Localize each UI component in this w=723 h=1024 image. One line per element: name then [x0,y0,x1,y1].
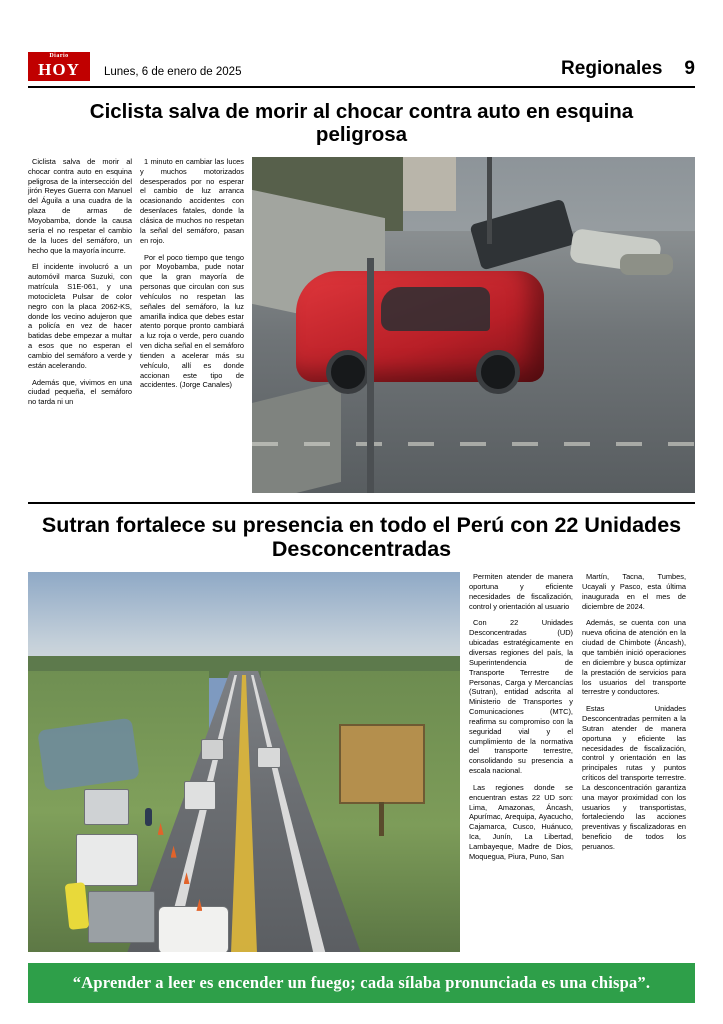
logo-top-text: Diario [28,52,90,60]
article-2-column-2 [582,572,686,859]
photo-inspector [145,808,152,826]
article-1-column-2 [140,157,244,397]
paragraph: Las regiones donde se encuentran estas 22 UD son: Lima, Amazonas, Áncash, Apurímac, Arequipa, Ayacucho, Cajamarca, Cusco, Huánuco, Ica, Junín, La Libertad, Lambayeque, Madre de Dios, Moquegua, Piura, Puno, San [469,782,573,861]
paragraph: Permiten atender de manera oportuna y eficiente necesidades de fiscalización, control y orientación al usuario [469,572,573,611]
photo-vehicle [84,789,129,825]
paragraph: 1 minuto en cambiar las luces y muchos motorizados desesperados por no esperar el cambio de luz arranca ocasionando accidentes con desenlaces fatales, donde la clásica de muchos no respetan la señal del semáforo, pasan en rojo. [140,156,244,245]
masthead [28,52,695,88]
photo-car-window [381,287,490,331]
photo-car-wheel [326,350,370,394]
issue-date: Lunes, 6 de enero de 2025 [104,66,242,78]
photo-vehicle [257,747,281,768]
article-2-body [28,572,695,952]
photo-car-wheel [476,350,520,394]
article-2-column-1 [469,572,573,869]
photo-person-secondary [620,254,673,274]
photo-red-car [296,271,544,382]
paragraph: El incidente involucró a un automóvil marca Suzuki, con matrícula S1E-061, y una motocicleta Pulsar de color negro con la placa 2062-KS, donde los vecino adujeron que a policía en vez de hacer batidas debe empezar a multar a esos que no esperan el cambio del semáforo a verde y están acelerando. [28,262,132,370]
section-title: Regionales [561,58,663,79]
cctv-accident-photo [252,157,695,493]
paragraph: Martín, Tacna, Tumbes, Ucayali y Pasco, esta última inaugurada en el mes de diciembre de 2024. [582,572,686,611]
paragraph: Con 22 Unidades Desconcentradas (UD) ubicadas estratégicamente en diversas regiones del país, la Superintendencia de Transporte Terrestre de Personas, Carga y Mercancías (Sutran), entidad adscrita al Ministerio de Transportes y Comunicaciones (MTC), reafirma su compromiso con la seguridad vial y el cumplimiento de la normativa del transporte terrestre, consolidando su presencia a escala nacional. [469,618,573,776]
photo-pole-secondary [487,157,492,244]
photo-traffic-pole [367,258,374,493]
photo-vehicle [88,891,155,942]
photo-vehicle [158,906,229,952]
paragraph: Por el poco tiempo que tengo por Moyobamba, pude notar que la gran mayoría de personas que circulan con sus vehículos no respetan las señales del semáforo, la luz amarilla indica que debes estar atento porque pronto cambiará a luz roja o verde, pero cuando ven dicha señal en el semáforo tienden a acelerar más su vehículo, allí es donde accionan este tipo de accidentes. (Jorge Canales) [140,252,244,390]
photo-vehicle [201,739,225,760]
photo-road-markings [252,442,695,446]
photo-vehicle [76,834,138,885]
article-1-column-1 [28,157,132,414]
newspaper-logo [28,52,90,81]
footer-quote-banner: “Aprender a leer es encender un fuego; cada sílaba pronunciada es una chispa”. [28,963,695,1003]
paragraph: Ciclista salva de morir al chocar contra auto en esquina peligrosa de la intersección del jirón Reyes Guerra con Manuel del Águila a una cuadra de la plaza de armas de Moyobamba, donde la causa sería el no respetar el cambio de la luces del semáforo, un hecho que la mayoría incurre. [28,156,132,255]
logo-bottom-text: HOY [28,60,90,81]
photo-billboard [339,724,425,804]
article-2-headline: Sutran fortalece su presencia en todo el Perú con 22 Unidades Desconcentradas [41,512,682,561]
highway-checkpoint-photo [28,572,460,952]
page-number: 9 [684,58,695,79]
paragraph: Estas Unidades Desconcentradas permiten a la Sutran atender de manera oportuna y eficiente las necesidades de fiscalización, control y orientación en las principales rutas y puntos críticos del transporte terrestre. La desconcentración garantiza una mayor proximidad con los usuarios y transportistas, fortaleciendo las acciones preventivas y fiscalizadoras en beneficio de todos los peruanos. [582,704,686,851]
article-1-body [28,157,695,493]
section-divider [28,502,695,504]
paragraph: Además, se cuenta con una nueva oficina de atención en la ciudad de Chimbote (Áncash), que también inició operaciones en diciembre y busca optimizar la prestación de servicios para los usuarios del transporte terrestre y conductores. [582,618,686,697]
article-1-headline: Ciclista salva de morir al chocar contra auto en esquina peligrosa [89,100,634,146]
paragraph: Además que, vivimos en una ciudad pequeña, el semáforo no tarda ni un [28,377,132,407]
photo-vehicle [184,781,216,810]
